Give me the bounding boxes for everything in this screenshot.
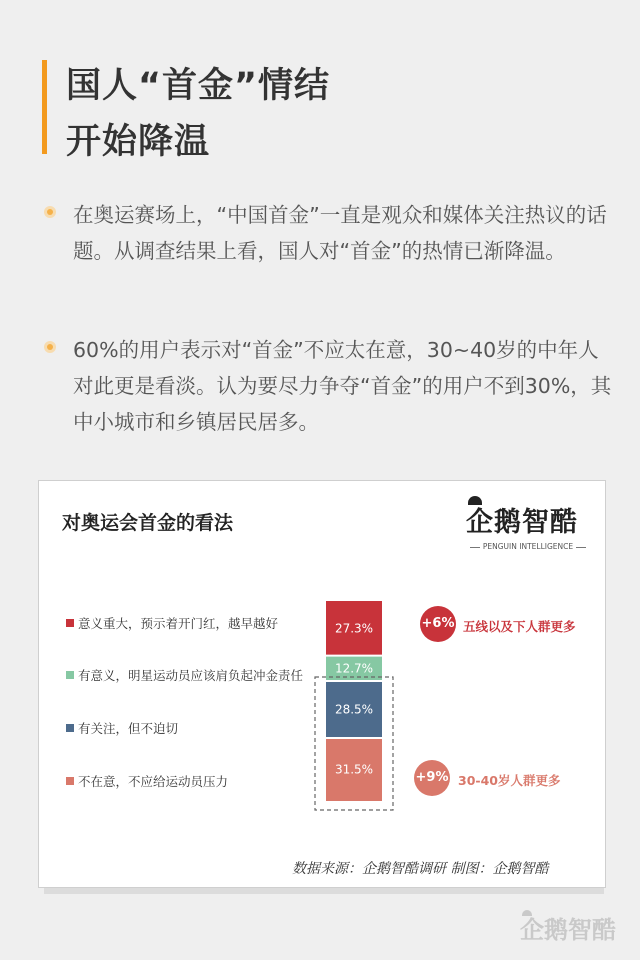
annotation-text-bottom: 30-40岁人群更多 bbox=[458, 773, 561, 788]
bullet-text-2: 60%的用户表示对“首金”不应太在意，30~40岁的中年人对此更是看淡。认为要尽力争夺“首金”的用户不到30%，其中小城市和乡镇居民居多。 bbox=[73, 338, 612, 434]
bar-value-label-2: 12.7% bbox=[334, 661, 374, 676]
watermark-logo: 企鹅智酷 bbox=[520, 916, 616, 944]
data-source-note: 数据来源：企鹅智酷调研 制图：企鹅智酷 bbox=[292, 861, 549, 877]
annotation-badge-bottom: +9% bbox=[414, 760, 450, 796]
logo-text: 企鹅智酷 bbox=[466, 507, 578, 538]
legend-label-1: 意义重大，预示着开门红，越早越好 bbox=[78, 616, 279, 631]
bar-value-label-4: 31.5% bbox=[334, 762, 374, 777]
page-title-line-1: 国人“首金”情结 bbox=[66, 66, 331, 106]
bar-value-label-1: 27.3% bbox=[334, 621, 374, 636]
annotation-badge-top: +6% bbox=[420, 606, 456, 642]
chart-title: 对奥运会首金的看法 bbox=[62, 512, 234, 534]
bar-value-label-3: 28.5% bbox=[334, 702, 374, 717]
page-title-line-2: 开始降温 bbox=[66, 122, 211, 162]
legend-label-3: 有关注，但不迫切 bbox=[78, 721, 179, 736]
logo-subtitle-text: PENGUIN INTELLIGENCE bbox=[482, 542, 574, 551]
annotation-text-top: 五线以及下人群更多 bbox=[463, 619, 576, 634]
legend-label-4: 不在意，不应给运动员压力 bbox=[78, 774, 229, 789]
legend-label-2: 有意义，明星运动员应该肩负起冲金责任 bbox=[78, 668, 304, 683]
bullet-text-1: 在奥运赛场上，“中国首金”一直是观众和媒体关注热议的话题。从调查结果上看，国人对“首金”的热情已渐降温。 bbox=[73, 203, 607, 263]
